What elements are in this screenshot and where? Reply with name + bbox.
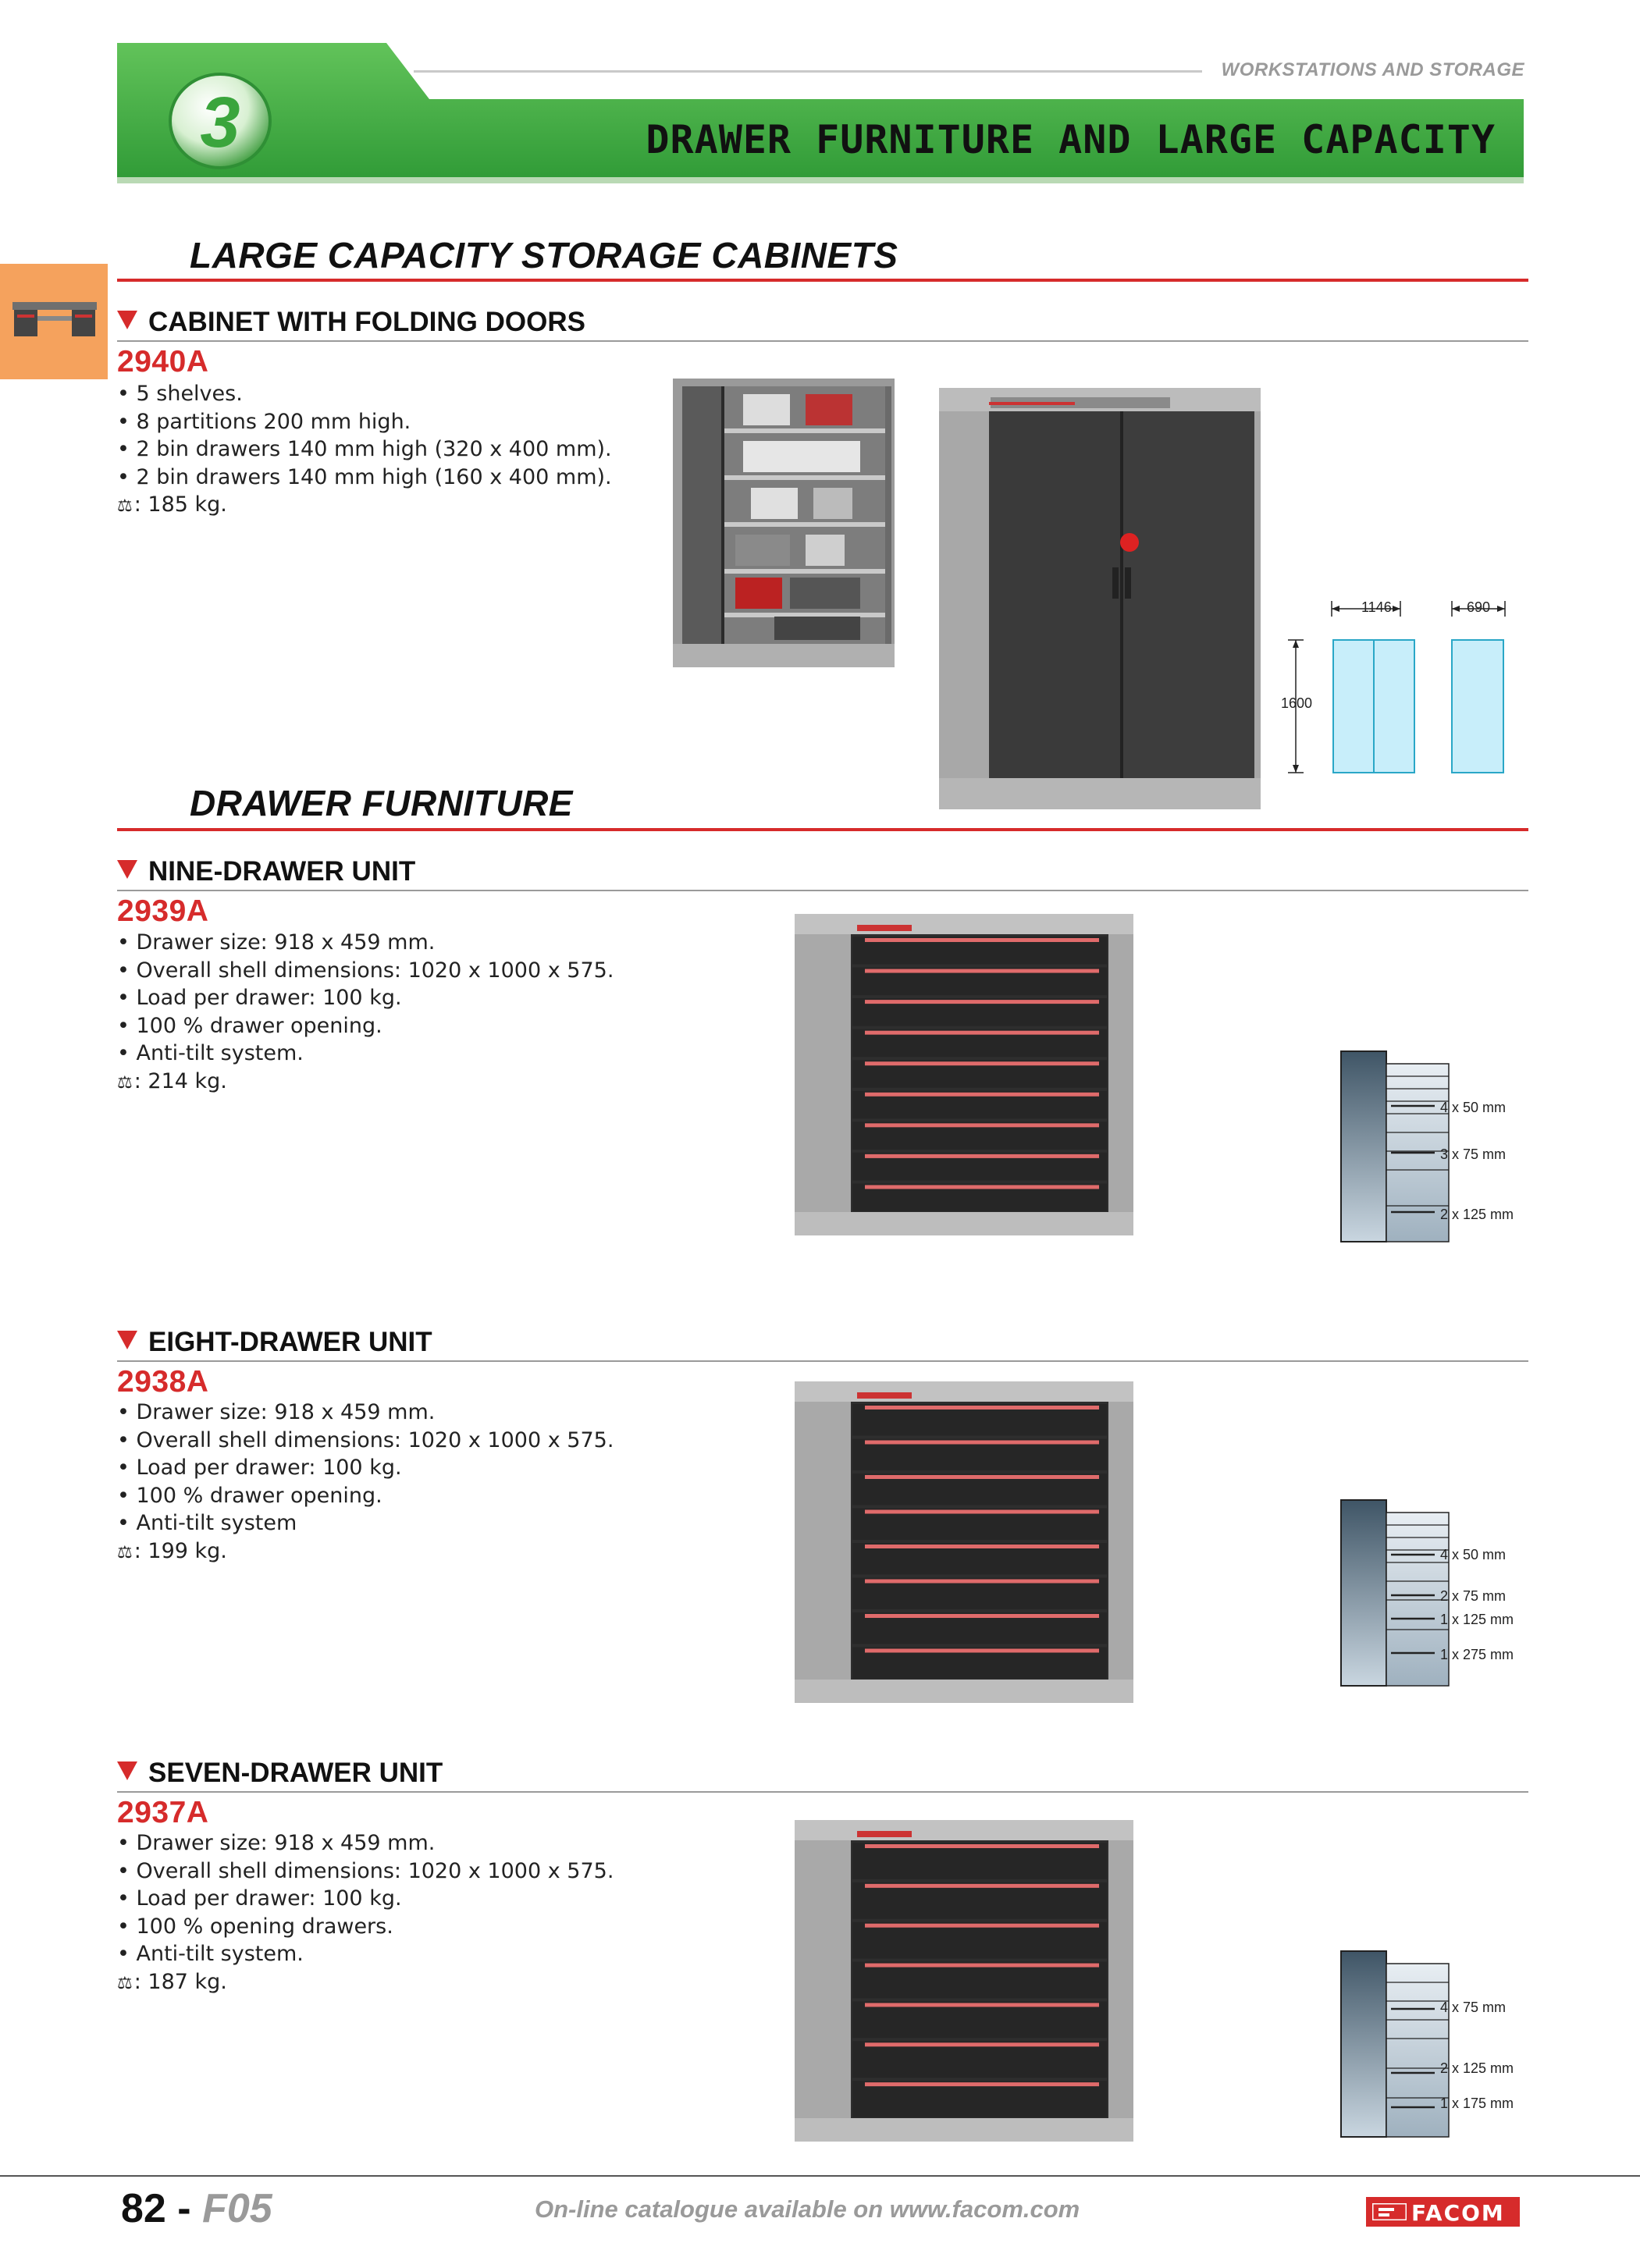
- drawer-front: [852, 1882, 1107, 1919]
- section-title-large-capacity: LARGE CAPACITY STORAGE CABINETS: [190, 235, 898, 276]
- drawer-front: [852, 2001, 1107, 2038]
- nine-drawer-profile-diagram: [1339, 1050, 1450, 1245]
- product-ref-seven: 2937A: [117, 1796, 209, 1829]
- drawer-handle: [865, 1844, 1099, 1848]
- weight-line: [117, 491, 612, 521]
- eight-drawer-profile-diagram: [1339, 1498, 1450, 1689]
- dim-width-label: 1146: [1361, 599, 1392, 615]
- facom-logo: [1366, 2197, 1520, 2227]
- weight-scale-icon: ⚖: [117, 1973, 131, 1993]
- feature-item: • Load per drawer: 100 kg.: [117, 986, 402, 1010]
- feature-item: • Anti-tilt system.: [117, 1041, 304, 1065]
- drawer-handle: [865, 1406, 1099, 1410]
- drawer-label: 2 x 75 mm: [1440, 1588, 1507, 1604]
- feature-item: • Anti-tilt system: [117, 1511, 297, 1535]
- drawer-handle: [865, 2082, 1099, 2086]
- drawer-label: 1 x 275 mm: [1440, 1647, 1514, 1662]
- drawer-handle: [865, 1061, 1099, 1065]
- drawer-handle: [865, 1580, 1099, 1584]
- drawer-front: [852, 1962, 1107, 1999]
- weight-scale-icon: ⚖: [117, 1072, 131, 1093]
- feature-item: • Drawer size: 918 x 459 mm.: [117, 930, 436, 954]
- header-band: [117, 43, 1524, 183]
- feature-item: • Overall shell dimensions: 1020 x 1000 x 575.: [117, 1427, 614, 1452]
- weight-value: : 199 kg.: [133, 1538, 227, 1563]
- facom-logo-mark-icon: [1372, 2203, 1407, 2220]
- feature-item: • 5 shelves.: [117, 382, 243, 406]
- feature-list-cabinet: [117, 380, 612, 521]
- triangle-marker-icon: [117, 311, 137, 329]
- workbench-icon: [11, 299, 98, 339]
- drawer-handle: [865, 1441, 1099, 1445]
- section-label: WORKSTATIONS AND STORAGE: [1221, 59, 1524, 80]
- seven-drawer-unit-image: [795, 1820, 1133, 2142]
- drawer-front: [852, 1843, 1107, 1879]
- product-name-seven: [117, 1758, 443, 1789]
- drawer-handle: [865, 969, 1099, 973]
- cabinet-dimension-drawing: [1280, 593, 1514, 780]
- section-title-drawer-furniture: DRAWER FURNITURE: [190, 783, 573, 823]
- drawer-handle: [865, 1185, 1099, 1189]
- product-name-text: NINE-DRAWER UNIT: [148, 856, 416, 887]
- feature-item: • 100 % opening drawers.: [117, 1914, 393, 1939]
- triangle-marker-icon: [117, 860, 137, 879]
- feature-item: • 100 % drawer opening.: [117, 1013, 382, 1038]
- product-ref-cabinet: 2940A: [117, 345, 209, 379]
- product-name-text: SEVEN-DRAWER UNIT: [148, 1758, 443, 1788]
- drawer-handle: [865, 1614, 1099, 1618]
- feature-list-seven: [117, 1829, 614, 1997]
- facom-logo-text: FACOM: [1411, 2200, 1505, 2226]
- feature-list-nine: [117, 929, 614, 1097]
- product-ref-eight: 2938A: [117, 1365, 209, 1399]
- weight-scale-icon: ⚖: [117, 496, 131, 516]
- feature-item: • Anti-tilt system.: [117, 1942, 304, 1966]
- product-name-text: EIGHT-DRAWER UNIT: [148, 1327, 432, 1357]
- feature-item: • 8 partitions 200 mm high.: [117, 409, 411, 434]
- drawer-label: 4 x 50 mm: [1440, 1100, 1507, 1115]
- page-code: F05: [202, 2186, 272, 2231]
- drawer-front: [852, 2041, 1107, 2078]
- drawer-label: 4 x 50 mm: [1440, 1547, 1507, 1562]
- drawer-handle: [865, 1964, 1099, 1968]
- feature-item: • Drawer size: 918 x 459 mm.: [117, 1831, 436, 1855]
- page-number-text: 82 -: [121, 2186, 191, 2231]
- feature-item: • Drawer size: 918 x 459 mm.: [117, 1400, 436, 1424]
- weight-value: : 187 kg.: [133, 1969, 227, 1994]
- product-rule: [117, 1791, 1528, 1793]
- product-name-cabinet: [117, 307, 585, 338]
- page-number: [121, 2185, 272, 2232]
- triangle-marker-icon: [117, 1331, 137, 1349]
- product-name-text: CABINET WITH FOLDING DOORS: [148, 307, 585, 337]
- product-name-eight: [117, 1327, 432, 1358]
- weight-value: : 214 kg.: [133, 1068, 227, 1093]
- section-rule: [117, 279, 1528, 282]
- feature-item: • Load per drawer: 100 kg.: [117, 1456, 402, 1480]
- product-ref-nine: 2939A: [117, 894, 209, 928]
- drawer-handle: [865, 2042, 1099, 2046]
- drawer-label: 3 x 75 mm: [1440, 1146, 1507, 1162]
- side-tab: [0, 264, 108, 379]
- drawer-handle: [865, 1475, 1099, 1479]
- nine-drawer-unit-image: [795, 914, 1133, 1235]
- footer-rule: [0, 2175, 1640, 2177]
- feature-item: • Overall shell dimensions: 1020 x 1000 x 575.: [117, 958, 614, 983]
- drawer-handle: [865, 1649, 1099, 1653]
- open-cabinet-image: [673, 379, 895, 667]
- triangle-marker-icon: [117, 1761, 137, 1780]
- drawer-handle: [865, 1884, 1099, 1888]
- drawer-handle: [865, 1924, 1099, 1928]
- chapter-number: 3: [200, 83, 240, 162]
- drawer-label: 2 x 125 mm: [1440, 1207, 1514, 1222]
- drawer-handle: [865, 1031, 1099, 1035]
- drawer-handle: [865, 1000, 1099, 1004]
- feature-item: • Overall shell dimensions: 1020 x 1000 x 575.: [117, 1858, 614, 1883]
- eight-drawer-unit-image: [795, 1381, 1133, 1703]
- drawer-handle: [865, 1123, 1099, 1127]
- online-catalogue-note: On-line catalogue available on www.facom.com: [535, 2195, 1080, 2223]
- drawer-front: [852, 2081, 1107, 2117]
- drawer-handle: [865, 1545, 1099, 1548]
- weight-line: [117, 1968, 614, 1998]
- dim-depth-label: 690: [1467, 599, 1491, 615]
- feature-item: • 2 bin drawers 140 mm high (320 x 400 mm).: [117, 437, 612, 461]
- drawer-handle: [865, 1154, 1099, 1158]
- drawer-handle: [865, 938, 1099, 942]
- drawer-label: 1 x 125 mm: [1440, 1612, 1514, 1627]
- drawer-handle: [865, 2003, 1099, 2007]
- drawer-label: 1 x 175 mm: [1440, 2096, 1514, 2111]
- product-rule: [117, 340, 1528, 342]
- drawer-label: 2 x 125 mm: [1440, 2060, 1514, 2076]
- section-rule: [117, 828, 1528, 831]
- page-title: DRAWER FURNITURE AND LARGE CAPACITY: [646, 117, 1496, 162]
- weight-scale-icon: ⚖: [117, 1542, 131, 1562]
- closed-cabinet-image: [939, 388, 1261, 809]
- feature-item: • 2 bin drawers 140 mm high (160 x 400 mm).: [117, 464, 612, 489]
- feature-item: • 100 % drawer opening.: [117, 1483, 382, 1508]
- drawer-handle: [865, 1510, 1099, 1514]
- drawer-handle: [865, 1093, 1099, 1097]
- product-rule: [117, 890, 1528, 891]
- dim-height-label: 1600: [1281, 695, 1313, 711]
- weight-line: [117, 1068, 614, 1097]
- feature-list-eight: [117, 1399, 614, 1566]
- seven-drawer-profile-diagram: [1339, 1950, 1450, 2140]
- drawer-label: 4 x 75 mm: [1440, 2000, 1507, 2015]
- product-name-nine: [117, 856, 415, 887]
- feature-item: • Load per drawer: 100 kg.: [117, 1886, 402, 1911]
- chapter-badge: [165, 72, 275, 173]
- weight-line: [117, 1537, 614, 1567]
- product-rule: [117, 1360, 1528, 1362]
- weight-value: : 185 kg.: [133, 492, 227, 517]
- drawer-front: [852, 1922, 1107, 1959]
